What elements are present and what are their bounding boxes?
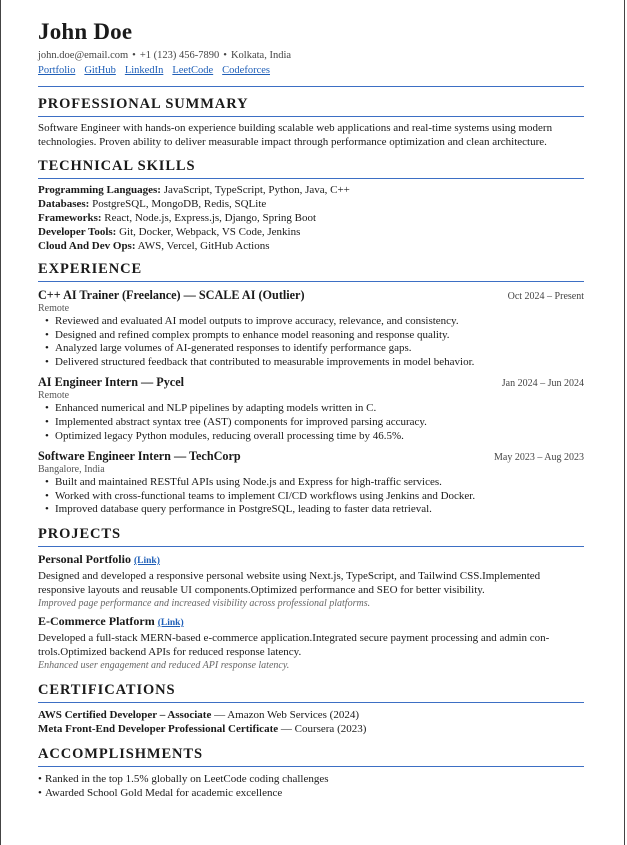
experience-title: EXPERIENCE [38,261,143,277]
job-bullets [38,402,584,443]
experience-divider [38,281,584,282]
project-entry [38,614,584,672]
list-item: • Worked with cross-functional teams to implement CI/CD workflows using Jenkins and Docker. [55,490,584,504]
resume-content [38,16,584,800]
job-location: Remote [38,390,70,402]
job-bullets [38,476,584,517]
job-date: May 2023 – Aug 2023 [494,452,584,464]
project-entry [38,552,584,610]
list-item: • Ranked in the top 1.5% globally on LeetCode coding challenges [45,772,584,786]
skill-row: Cloud And Dev Ops: AWS, Vercel, GitHub Actions [38,240,270,252]
email: john.doe@email.com [38,50,129,61]
list-item: • Awarded School Gold Medal for academic excellence [45,786,584,800]
project-name: E-Commerce Platform [38,613,155,628]
skill-row: Frameworks: React, Node.js, Express.js, Django, Spring Boot [38,212,317,224]
project-description: Designed and developed a responsive personal website using Next.js, TypeScript, and Tailwind CSS.Implemented responsive layouts and reusable UI components.Optimized performance and SEO for better visibility. [38,569,541,596]
job-entry [38,374,584,443]
contact-line: john.doe@email.com • +1 (123) 456-7890 • Kolkata, India [38,50,292,61]
skill-row: Databases: PostgreSQL, MongoDB, Redis, SQLite [38,198,267,210]
certification-item: Meta Front-End Developer Professional Certificate — Coursera (2023) [38,722,367,735]
skills-divider [38,178,584,179]
candidate-name: John Doe [38,19,133,44]
skill-row: Programming Languages: JavaScript, TypeScript, Python, Java, C++ [38,184,350,196]
projects-divider [38,546,584,547]
skill-row: Developer Tools: Git, Docker, Webpack, VS Code, Jenkins [38,226,301,238]
project-name: Personal Portfolio [38,551,131,566]
list-item: • Built and maintained RESTful APIs using Node.js and Express for high-traffic services. [55,476,584,490]
job-title: Software Engineer Intern — TechCorp [38,449,241,464]
summary-divider [38,116,584,117]
list-item: • Optimized legacy Python modules, reducing overall processing time by 46.5%. [55,430,584,444]
project-link[interactable]: (Link) [157,617,184,628]
skills-list [38,183,584,253]
list-item: • Improved database query performance in PostgreSQL, leading to faster data retrieval. [55,503,584,517]
github-link[interactable]: GitHub [84,65,116,76]
job-title: C++ AI Trainer (Freelance) — SCALE AI (Outlier) [38,288,305,302]
linkedin-link[interactable]: LinkedIn [124,65,164,76]
projects-title: PROJECTS [38,525,121,542]
job-entry [38,287,584,369]
project-description: Developed a full-stack MERN-based e-commerce application.Integrated secure payment processing and admin con-trols.Optimized backend APIs for reduced response latency. [38,631,550,658]
accomplishments-section [38,744,584,800]
project-link[interactable]: (Link) [133,555,160,566]
header-divider [38,86,584,87]
project-impact: Enhanced user engagement and reduced API response latency. [38,659,290,671]
job-entry [38,448,584,517]
phone: +1 (123) 456-7890 [139,50,220,61]
skills-section [38,156,584,253]
accomplishments-divider [38,766,584,767]
job-title: AI Engineer Intern — Pycel [38,375,185,390]
certifications-section [38,680,584,736]
certifications-divider [38,702,584,703]
job-date: Jan 2024 – Jun 2024 [501,378,584,390]
summary-text: Software Engineer with hands-on experience building scalable web applications and real-time systems using modern technologies. Proven ability to deliver measurable impact through performance optimization and clean architecture. [38,122,553,148]
job-location: Remote [38,303,70,314]
projects-section [38,524,584,672]
job-date: Oct 2024 – Present [507,291,584,302]
accomplishments-title: ACCOMPLISHMENTS [38,745,203,762]
project-impact: Improved page performance and increased visibility across professional platforms. [38,597,371,609]
list-item: • Delivered structured feedback that contributed to measurable improvements in model behavior. [55,356,584,370]
summary-title: PROFESSIONAL SUMMARY [38,96,249,112]
list-item: • Implemented abstract syntax tree (AST) components for improved parsing accuracy. [55,416,584,430]
summary-section [38,94,584,149]
list-item: • Reviewed and evaluated AI model outputs to improve accuracy, relevance, and consistency. [55,315,584,329]
list-item: • Designed and refined complex prompts to enhance model reasoning and response quality. [55,329,584,343]
experience-section [38,259,584,517]
list-item: • Enhanced numerical and NLP pipelines by adapting models written in C. [55,402,584,416]
certifications-title: CERTIFICATIONS [38,681,176,698]
job-location: Bangalore, India [38,464,105,476]
certification-item: AWS Certified Developer – Associate — Amazon Web Services (2024) [38,708,360,721]
accomplishments-list [38,772,584,800]
list-item: • Analyzed large volumes of AI-generated responses to identify performance gaps. [55,342,584,356]
profile-links [38,63,584,79]
leetcode-link[interactable]: LeetCode [172,65,214,76]
job-bullets [38,315,584,369]
codeforces-link[interactable]: Codeforces [222,65,270,76]
location: Kolkata, India [230,50,292,61]
skills-title: TECHNICAL SKILLS [38,158,196,174]
portfolio-link[interactable]: Portfolio [38,65,76,76]
